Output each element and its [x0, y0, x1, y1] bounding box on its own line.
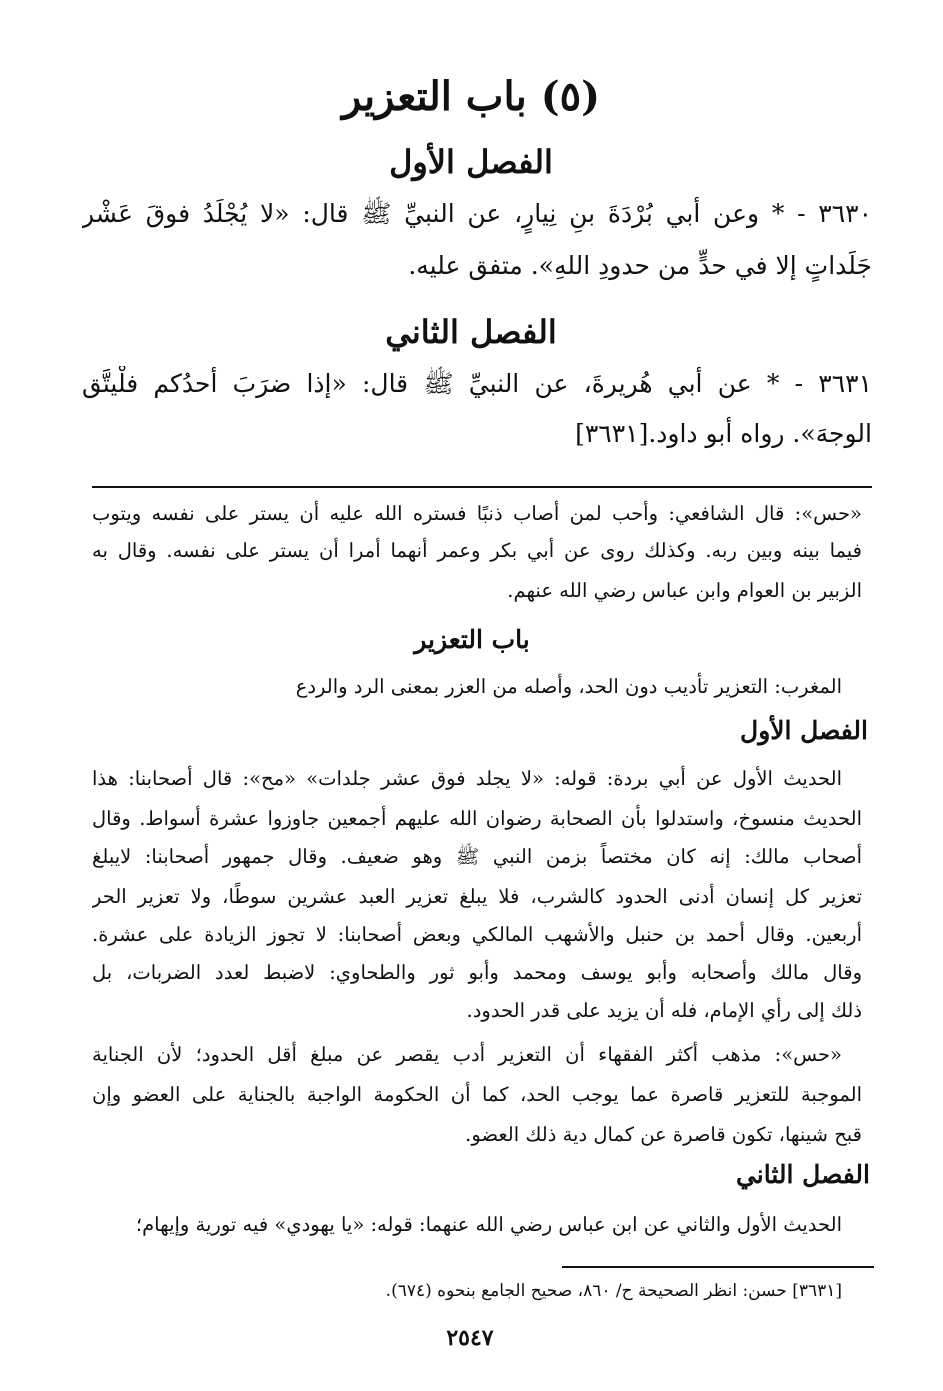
commentary-p4-line-1: الحديث الأول والثاني عن ابن عباس رضي الله عنهما: قوله: «يا يهودي» فيه تورية وإيهام؛	[135, 1213, 842, 1236]
commentary-fasl-second: الفصل الثاني	[735, 1160, 870, 1189]
footnote: [٣٦٣١] حسن: انظر الصحيحة ح/ ٨٦٠، صحيح الجامع بنحوه (٦٧٤).	[385, 1281, 842, 1301]
hadith-3631-line-2: الوجهَ». رواه أبو داود.[٣٦٣١]	[575, 419, 872, 448]
hadith-3631-line-1: ٣٦٣١ - * عن أبي هُريرةَ، عن النبيِّ ﷺ قال: «إذا ضرَبَ أحدُكم فلْيتَّق	[82, 369, 872, 398]
commentary-p2-line-2: الحديث منسوخ، واستدلوا بأن الصحابة رضوان الله عليهم أجمعين جاوزوا عشرة أسواط. وقال	[92, 807, 862, 830]
commentary-separator	[92, 486, 872, 488]
commentary-p1-line-1: «حس»: قال الشافعي: وأحب لمن أصاب ذنبًا فستره الله عليه أن يستر على نفسه ويتوب	[92, 502, 862, 525]
page-number: ٢٥٤٧	[446, 1325, 494, 1351]
commentary-p2-line-4: تعزير كل إنسان أدنى الحدود كالشرب، فلا يبلغ تعزير العبد عشرين سوطًا، ولا تعزير الحر	[92, 885, 862, 908]
hadith-3630-line-1: ٣٦٣٠ - * وعن أبي بُرْدَةَ بنِ نِيارٍ، عن النبيِّ ﷺ قال: «لا يُجْلَدُ فوقَ عَشْر	[82, 199, 872, 228]
commentary-bab-heading: باب التعزير	[414, 625, 530, 654]
chapter-title: (٥) باب التعزير	[341, 73, 601, 120]
commentary-p3-line-3: قبح شينها، تكون قاصرة عن كمال دية ذلك العضو.	[465, 1123, 862, 1146]
commentary-p3-line-1: «حس»: مذهب أكثر الفقهاء أن التعزير أدب يقصر عن مبلغ أقل الحدود؛ لأن الجناية	[92, 1043, 842, 1066]
commentary-fasl-first: الفصل الأول	[740, 716, 868, 745]
commentary-p1-line-2: فيما بينه وبين ربه. وكذلك روى عن أبي بكر وعمر أنهما أمرا أن يستر على نفسه. وقال به	[92, 539, 862, 562]
commentary-mughrib-line: المغرب: التعزير تأديب دون الحد، وأصله من العزر بمعنى الرد والردع	[295, 675, 842, 698]
commentary-p2-line-6: وقال مالك وأصحابه وأبو يوسف ومحمد وأبو ثور والطحاوي: لاضبط لعدد الضربات، بل	[92, 961, 862, 984]
commentary-p2-line-7: ذلك إلى رأي الإمام، فله أن يزيد على قدر الحدود.	[466, 999, 862, 1022]
section-title-first: الفصل الأول	[389, 143, 553, 181]
commentary-p3-line-2: الموجبة للتعزير قاصرة عما يوجب الحد، كما أن الحكومة الواجبة بالجناية على العضو وإن	[92, 1083, 862, 1106]
footnote-separator	[562, 1266, 874, 1268]
hadith-3630-line-2: جَلَداتٍ إلا في حدٍّ من حدودِ اللهِ». متفق عليه.	[408, 251, 872, 280]
section-title-second: الفصل الثاني	[385, 313, 557, 351]
commentary-p2-line-5: أربعين. وقال أحمد بن حنبل والأشهب المالكي وبعض أصحابنا: لا تجوز الزيادة على عشرة.	[92, 923, 862, 946]
commentary-p1-line-3: الزبير بن العوام وابن عباس رضي الله عنهم.	[507, 579, 862, 602]
commentary-p2-line-1: الحديث الأول عن أبي بردة: قوله: «لا يجلد فوق عشر جلدات» «مح»: قال أصحابنا: هذا	[92, 767, 842, 790]
commentary-p2-line-3: أصحاب مالك: إنه كان مختصاً بزمن النبي ﷺ وهو ضعيف. وقال جمهور أصحابنا: لايبلغ	[92, 845, 862, 868]
